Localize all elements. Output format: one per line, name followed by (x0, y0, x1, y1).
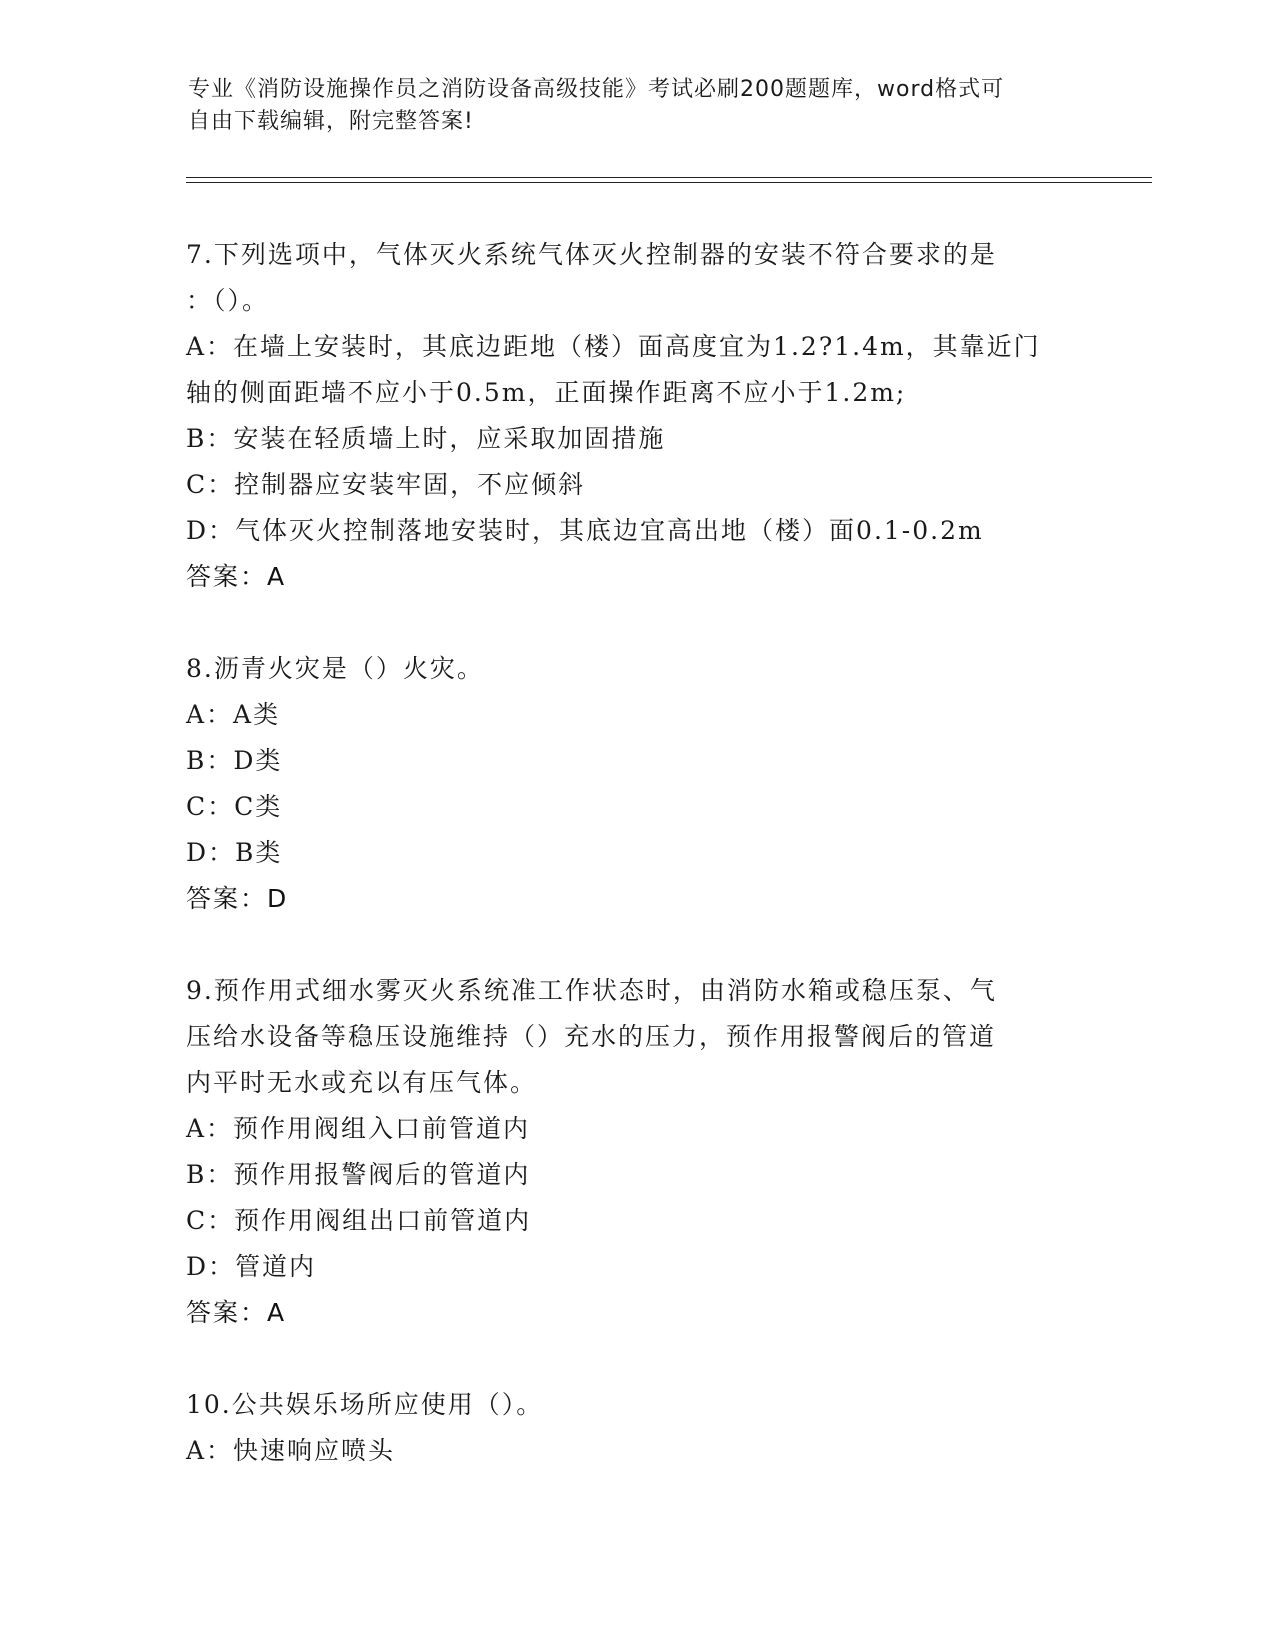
option-a-continued: 轴的侧面距墙不应小于0.5m，正面操作距离不应小于1.2m; (186, 378, 907, 407)
question-stem: 内平时无水或充以有压气体。 (186, 1068, 538, 1097)
option-b: B：D类 (186, 746, 283, 775)
option-b: B：安装在轻质墙上时，应采取加固措施 (186, 424, 666, 453)
question-item (186, 968, 1086, 1336)
header-divider-bottom (186, 182, 1152, 183)
option-c: C：控制器应安装牢固，不应倾斜 (186, 470, 586, 499)
question-stem: 压给水设备等稳压设施维持（）充水的压力，预作用报警阀后的管道 (186, 1022, 997, 1051)
header-line-1: 专业《消防设施操作员之消防设备高级技能》考试必刷200题题库，word格式可 (188, 77, 1005, 102)
answer-line: 答案：A (186, 562, 287, 591)
option-a: A：快速响应喷头 (186, 1436, 396, 1465)
question-stem: 9.预作用式细水雾灭火系统准工作状态时，由消防水箱或稳压泵、气 (186, 976, 997, 1005)
answer-line: 答案：D (186, 884, 289, 913)
header-line-2: 自由下载编辑，附完整答案! (188, 109, 474, 134)
question-item (186, 646, 1086, 922)
header-divider-top (186, 177, 1152, 178)
question-stem: ：（）。 (186, 286, 270, 315)
question-stem: 10.公共娱乐场所应使用（）。 (186, 1390, 544, 1419)
option-c: C：预作用阀组出口前管道内 (186, 1206, 532, 1235)
option-a: A：在墙上安装时，其底边距地（楼）面高度宜为1.2?1.4m，其靠近门 (186, 332, 1041, 361)
option-b: B：预作用报警阀后的管道内 (186, 1160, 531, 1189)
question-stem: 8.沥青火灾是（）火灾。 (186, 654, 484, 683)
option-d: D：气体灭火控制落地安装时，其底边宜高出地（楼）面0.1-0.2m (186, 516, 984, 545)
question-item (186, 232, 1086, 600)
option-a: A：预作用阀组入口前管道内 (186, 1114, 531, 1143)
option-a: A：A类 (186, 700, 281, 729)
answer-line: 答案：A (186, 1298, 287, 1327)
question-item (186, 1382, 1086, 1474)
option-d: D：B类 (186, 838, 283, 867)
question-stem: 7.下列选项中，气体灭火系统气体灭火控制器的安装不符合要求的是 (186, 240, 997, 269)
document-header (188, 74, 1068, 138)
option-d: D：管道内 (186, 1252, 317, 1281)
question-list (186, 232, 1086, 1520)
option-c: C：C类 (186, 792, 283, 821)
